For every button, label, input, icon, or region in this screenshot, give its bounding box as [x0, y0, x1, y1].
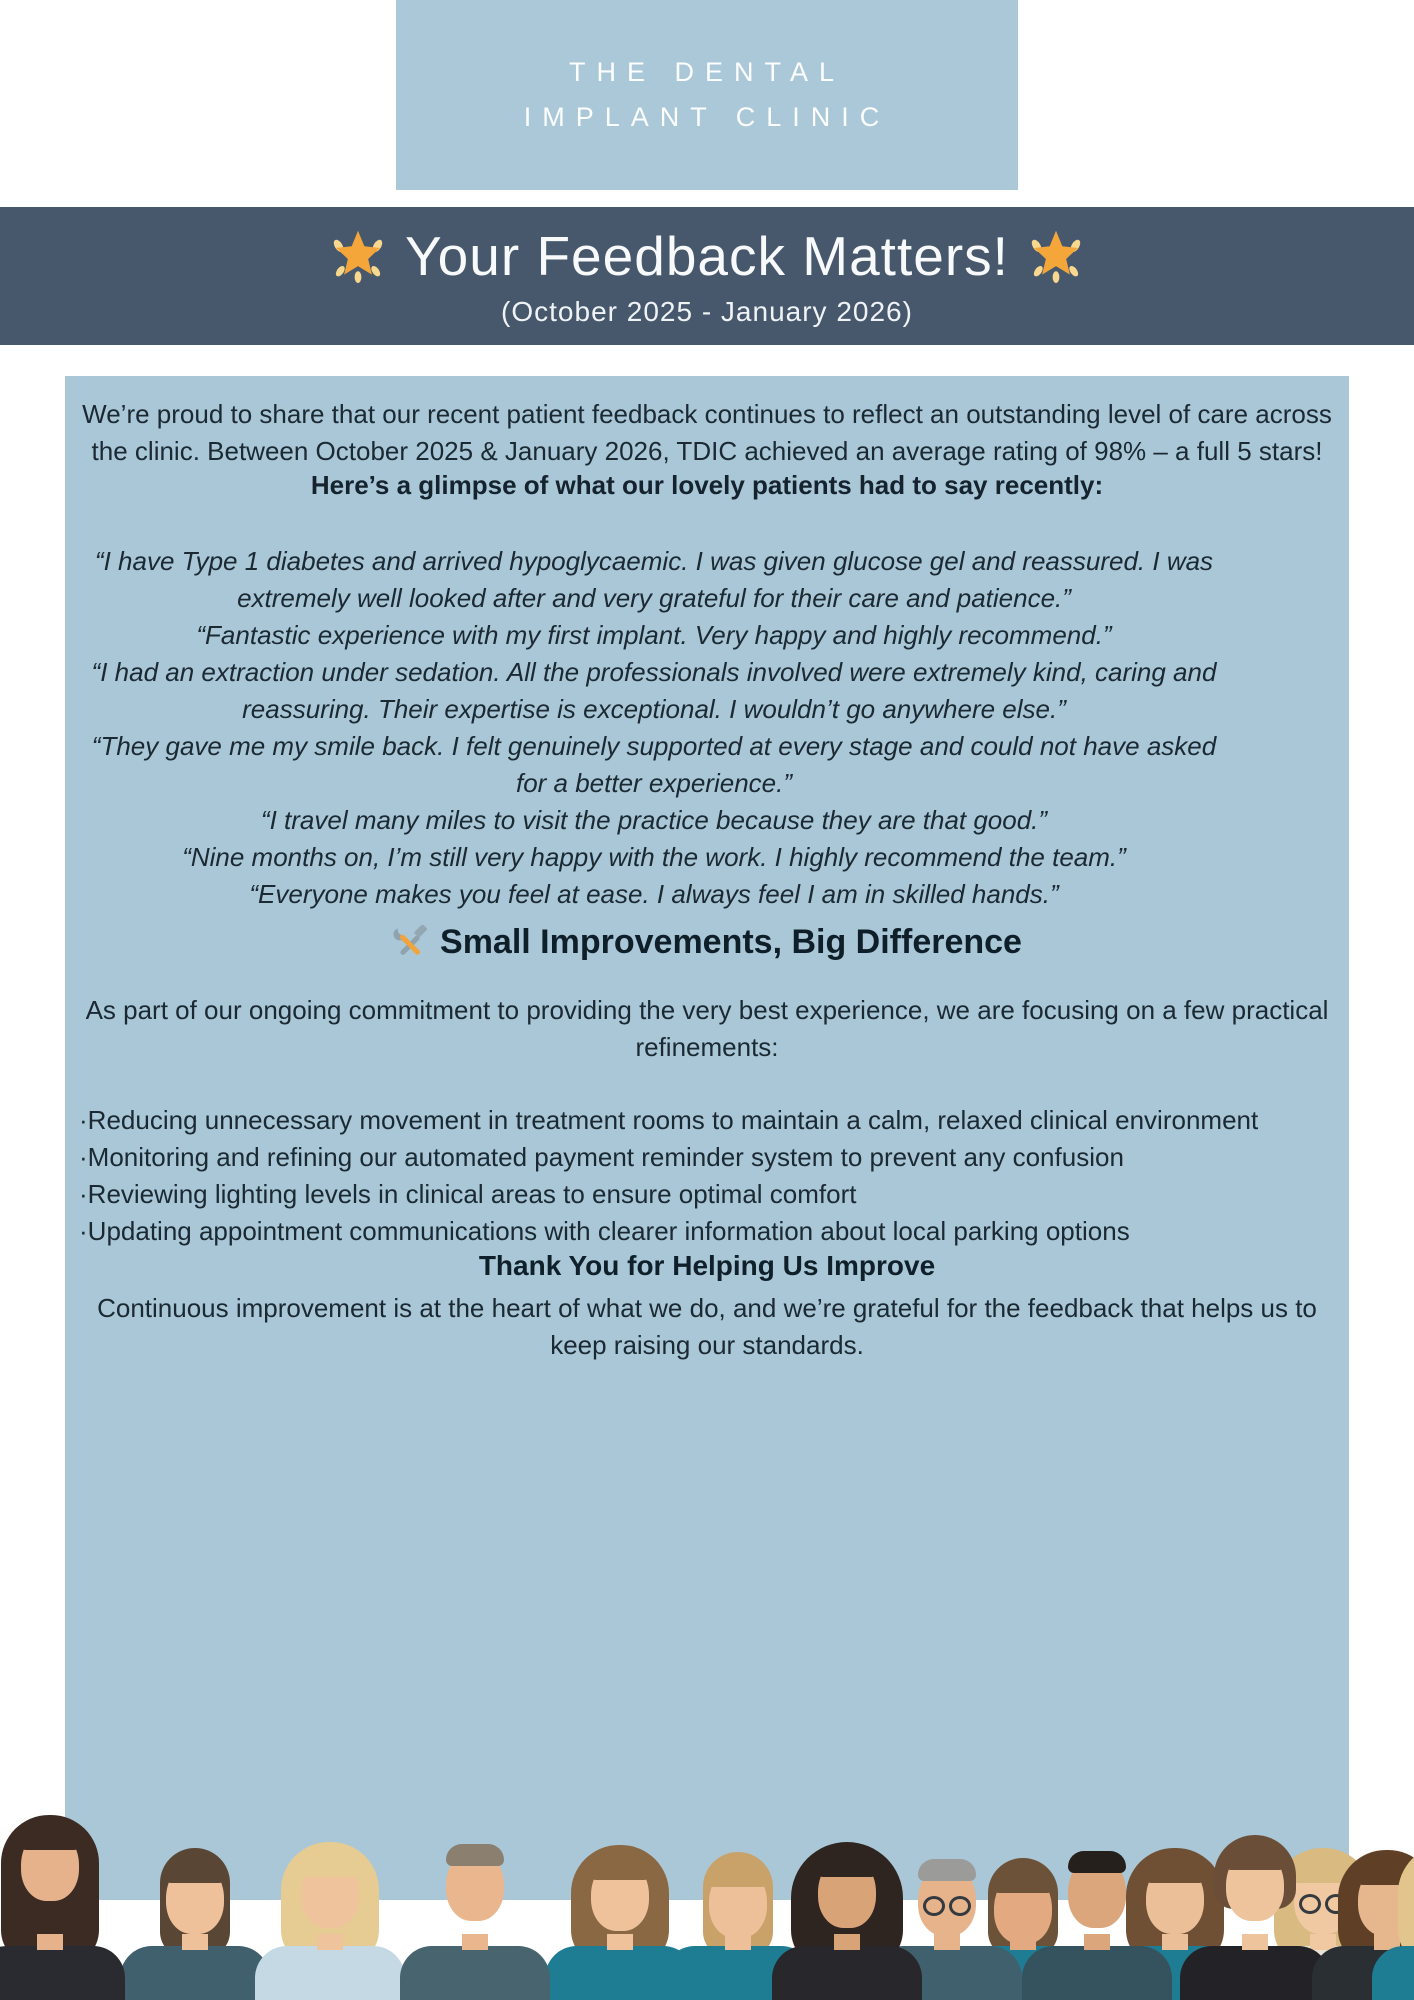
patient-quote: “Nine months on, I’m still very happy with the work. I highly recommend the team.”	[182, 842, 1126, 872]
clinic-logo-line2: IMPLANT CLINIC	[523, 102, 891, 132]
patient-quote: “Everyone makes you feel at ease. I always feel I am in skilled hands.”	[249, 879, 1059, 909]
date-range: (October 2025 - January 2026)	[501, 295, 913, 327]
improvement-bullet: · Reviewing lighting levels in clinical areas to ensure optimal comfort	[79, 1176, 1335, 1213]
headline	[331, 224, 1083, 287]
team-member	[1372, 1845, 1414, 2000]
patient-quote: “I have Type 1 diabetes and arrived hypoglycaemic. I was given glucose gel and reassured. I was extremely well looked after and very grateful for their care and patience.”	[94, 546, 1214, 613]
headline-text: Your Feedback Matters!	[405, 224, 1009, 287]
improvement-bullet: · Reducing unnecessary movement in treatment rooms to maintain a calm, relaxed clinical environment	[79, 1102, 1335, 1139]
patient-quote: “They gave me my smile back. I felt genuinely supported at every stage and could not have asked for a better experience.”	[91, 731, 1217, 798]
content-panel	[65, 376, 1349, 1900]
glimpse-heading: Here’s a glimpse of what our lovely patients had to say recently:	[310, 470, 1104, 500]
improvement-bullet: · Monitoring and refining our automated payment reminder system to prevent any confusion	[79, 1139, 1335, 1176]
quotes-section	[79, 543, 1335, 913]
clinic-logo-line1: THE DENTAL	[568, 57, 846, 87]
thanks-text: Continuous improvement is at the heart of what we do, and we’re grateful for the feedback that helps us to keep raising our standards.	[97, 1293, 1317, 1360]
patient-quote: “Fantastic experience with my first implant. Very happy and highly recommend.”	[196, 620, 1112, 650]
improvements-list	[79, 1102, 1335, 1250]
improvements-heading	[79, 923, 1335, 962]
improvements-heading-text: Small Improvements, Big Difference	[440, 923, 1022, 961]
improvement-bullet: · Updating appointment communications with clearer information about local parking options	[79, 1213, 1335, 1250]
glowing-star-icon	[1029, 229, 1083, 283]
clinic-logo	[396, 0, 1018, 190]
patient-quote: “I had an extraction under sedation. All the professionals involved were extremely kind, caring and reassuring. Their expertise is exceptional. I wouldn’t go anywhere else.”	[91, 657, 1217, 724]
glowing-star-icon	[331, 229, 385, 283]
intro-text: We’re proud to share that our recent patient feedback continues to reflect an outstanding level of care across the clinic. Between October 2025 & January 2026, TDIC achieved an average rating of 98% – a full 5 stars!	[82, 399, 1332, 466]
hammer-wrench-icon	[392, 925, 428, 961]
banner	[0, 207, 1414, 345]
improvements-intro: As part of our ongoing commitment to providing the very best experience, we are focusing on a few practical refinements:	[85, 995, 1329, 1062]
patient-quote: “I travel many miles to visit the practice because they are that good.”	[260, 805, 1048, 835]
thanks-heading: Thank You for Helping Us Improve	[478, 1250, 936, 1281]
